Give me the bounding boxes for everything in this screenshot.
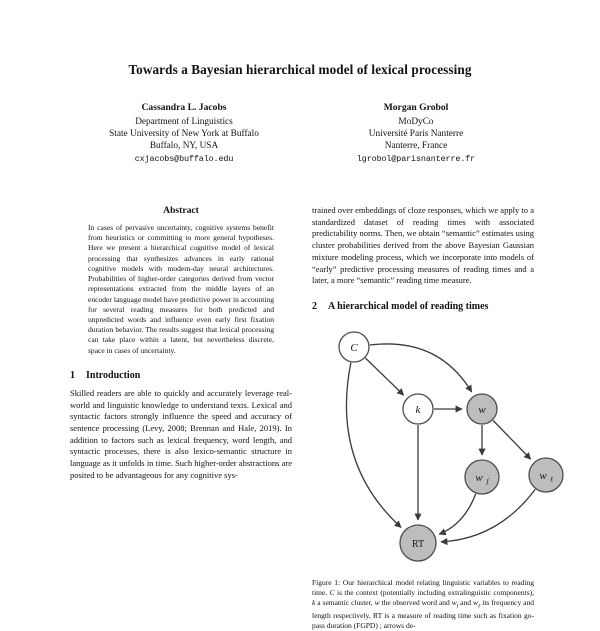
author-list — [68, 102, 532, 166]
node-RT — [400, 525, 436, 561]
node-wl — [529, 458, 563, 492]
node-wf — [465, 460, 499, 494]
author-location: Nanterre, France — [384, 141, 448, 152]
node-label-w: w — [478, 403, 486, 416]
section-title: A hierarchical model of reading times — [328, 301, 489, 313]
abstract-text: In cases of pervasive uncertainty, cognitive systems benefit from heuristics or committing to more general hypotheses. Here we present a hierarchical cognitive model of lexical processing that synthesizes advances in early rational cognitive models with modern-day neural architectures. Probabilities of higher-order categories derived from vector representations extracted from the middle layers of an encoder language model have predictive power in accounting for several reading measures for both predicted and unpredicted words and influence even early first fixation duration behavior. The results suggest that lexical processing can take place within a latent, but nevertheless discrete, space in cases of uncertainty. — [88, 223, 274, 355]
author-name: Morgan Grobol — [383, 102, 449, 113]
edge-C-to-w — [370, 344, 472, 392]
node-label-k: k — [415, 403, 421, 416]
figure-caption: Figure 1: Our hierarchical model relating linguistic variables to reading time. C is the context (potentially including extralinguistic components), k a semantic cluster, w the observed word and $w_f$ and $w_\ell$ its frequency and length respectively, RT is a measure of reading time such as fixation go-pass duration (FGPD) ; arrows de- — [312, 578, 534, 631]
left-column — [70, 205, 292, 600]
section-title: Introduction — [86, 369, 141, 381]
section-heading-introduction — [70, 370, 292, 381]
edge-wl-to-RT — [441, 489, 535, 541]
node-C — [339, 332, 369, 362]
abstract-heading: Abstract — [163, 205, 199, 216]
author-affiliation: MoDyCo — [398, 116, 434, 127]
section-heading-model — [312, 301, 534, 312]
author-email: lgrobol@parisnanterre.fr — [356, 154, 476, 165]
node-k — [403, 394, 433, 424]
edge-C-to-k — [365, 358, 403, 395]
author-institution: Université Paris Nanterre — [368, 129, 464, 140]
right-column — [312, 205, 553, 631]
author-location: Buffalo, NY, USA — [149, 141, 219, 152]
author-name: Cassandra L. Jacobs — [141, 102, 227, 113]
node-label-RT: RT — [411, 538, 425, 550]
page-title: Towards a Bayesian hierarchical model of lexical processing — [128, 62, 472, 77]
edge-C-to-RT — [346, 363, 401, 528]
section-number: 1 — [70, 369, 75, 381]
body-columns — [70, 205, 553, 631]
continued-paragraph: trained over embeddings of cloze responses, which we apply to a standardized dataset of reading times with associated predictability norms. Then, we obtain “semantic” estimates using cluster probabilities derived from the above Bayesian Gaussian mixture modeling process, which we incorporate into models of “early” predictive processing measures of reading times and a later, a more “semantic” reading time measure. — [312, 205, 534, 286]
edge-w-to-wl — [493, 421, 531, 460]
edge-wf-to-RT — [439, 494, 475, 534]
author-block-2 — [300, 102, 532, 166]
node-label-wl: w — [539, 469, 547, 482]
graphical-model-diagram — [312, 325, 584, 571]
diagram-edges — [346, 341, 535, 542]
section-number: 2 — [312, 301, 317, 313]
node-label-wf: w — [475, 471, 483, 484]
author-affiliation: Department of Linguistics — [135, 116, 233, 127]
introduction-paragraph: Skilled readers are able to quickly and accurately leverage real-world and linguistic knowledge to understand texts. Lexical and syntactic factors strongly influence the speed and accuracy of sentence processing (Levy, 2008; Brennan and Hale, 2019). In addition to factors such as lexical frequency, word length, and syntactic processes, there is also lexico-semantic structure in language as it unfolds in time. Such higher-order abstractions are posited to be advantageous for any cognitive sys- — [70, 387, 292, 480]
author-institution: State University of New York at Buffalo — [109, 129, 259, 140]
author-block-1 — [68, 102, 300, 166]
node-w — [467, 394, 497, 424]
node-sublabel-wl: ℓ — [550, 475, 553, 484]
node-sublabel-wf: f — [486, 477, 489, 486]
node-label-C: C — [350, 341, 358, 354]
author-email: cxjacobs@buffalo.edu — [134, 154, 234, 165]
figure-1 — [312, 325, 553, 631]
